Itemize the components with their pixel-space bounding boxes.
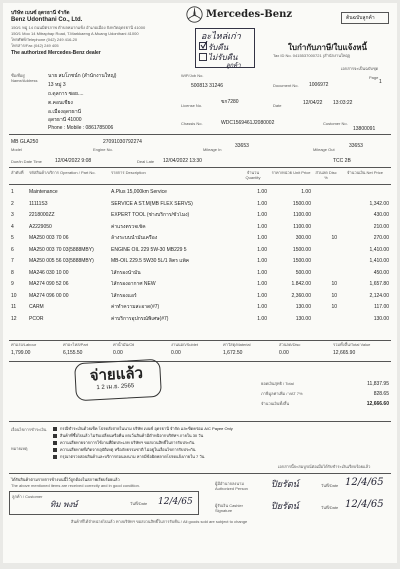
received-line: ได้รับสินค้าตามรายการข้างบนนี้ไว้ถูกต้องในสภาพเรียบร้อยแล้ว bbox=[11, 477, 120, 482]
dealer-name-th: บริษัท เบนซ์ อุดรธานี จำกัด bbox=[11, 10, 70, 16]
time-value: 13:03:22 bbox=[333, 100, 353, 106]
table-cell: 1.00 bbox=[257, 292, 267, 299]
tcc-value: TCC 2B bbox=[333, 158, 351, 164]
invoice-page bbox=[3, 3, 397, 563]
received-line-en: The above mentioned items are received correctly and in good condition. bbox=[11, 483, 140, 488]
brand-name: Mercedes-Benz bbox=[206, 9, 293, 20]
table-cell: 4 bbox=[11, 223, 14, 230]
table-cell: 1.00 bbox=[257, 235, 267, 241]
table-cell: 1.00 bbox=[257, 269, 267, 276]
bullet-icon bbox=[53, 455, 57, 459]
customer-date: 12/4/65 bbox=[158, 497, 193, 507]
wip-value: 500813 31246 bbox=[191, 83, 223, 89]
license-value: ขก7280 bbox=[221, 99, 239, 105]
notes-rule bbox=[9, 421, 391, 422]
table-cell: MA274 090 52 06 bbox=[29, 281, 69, 287]
summary-value: 12,665.90 bbox=[333, 350, 356, 356]
table-cell: ไส้กรองแอร์ bbox=[111, 292, 137, 299]
checkbox-received[interactable] bbox=[199, 42, 207, 50]
note-line bbox=[53, 440, 194, 445]
cashier-signature: ปิยรัตน์ bbox=[271, 502, 299, 512]
summary-bottom-rule bbox=[9, 361, 391, 362]
customer-no-value: 13800091 bbox=[353, 126, 376, 132]
table-cell: 1500.00 bbox=[292, 258, 311, 264]
summary-header: ค่าวัสดุ/Material bbox=[223, 342, 251, 347]
table-cell: 1.00 bbox=[257, 189, 267, 195]
customer-address-3: ต.คอนเชียง bbox=[48, 100, 73, 106]
dealer-telephone: โทรศัพท์/Telephone (042) 249 416-20 bbox=[11, 37, 78, 42]
dealer-name-en: Benz Udonthani Co., Ltd. bbox=[11, 17, 83, 23]
bullet-icon bbox=[53, 427, 57, 431]
total-label: ยอดเงินสุทธิ / Total bbox=[261, 381, 294, 386]
table-cell: MB-OIL 229.5 5W30 5L/1 ลิตร แพ็ค bbox=[111, 258, 190, 264]
license-label: License No. bbox=[181, 103, 203, 108]
table-cell: 130.00 bbox=[295, 304, 311, 310]
note-line bbox=[53, 454, 204, 459]
table-cell: ENGINE OIL 229 5W-30 MB229 5 bbox=[111, 246, 187, 253]
table-cell: Maintenance bbox=[29, 189, 58, 195]
mercedes-star-logo bbox=[186, 6, 203, 23]
bullet-icon bbox=[53, 441, 57, 445]
table-cell: 450.00 bbox=[373, 269, 389, 276]
table-header-cell: รหัสสินค้า/บริการ Operation / Part No. bbox=[29, 170, 96, 175]
note-line bbox=[53, 447, 195, 452]
customer-name: นาย สมโภชน์ก (สำนักงานใหญ่) bbox=[48, 73, 117, 79]
table-cell: 2,124.00 bbox=[369, 292, 389, 299]
table-cell: 1500.00 bbox=[292, 246, 311, 253]
table-cell: ค่าทำความสะอาด(#7) bbox=[111, 304, 160, 310]
table-cell: 210.00 bbox=[373, 223, 389, 230]
note-text: ความเสียหายจากการใช้งานที่ผิดประเภท บริษัทฯ ขอสงวนสิทธิ์ในการรับประกัน bbox=[60, 440, 195, 445]
chassis-label: Chassis No. bbox=[181, 121, 203, 126]
totals-block bbox=[3, 381, 397, 417]
table-cell: 1,657.80 bbox=[369, 281, 389, 287]
table-cell: 117.00 bbox=[374, 304, 389, 310]
total-label: ภาษีมูลค่าเพิ่ม / VAT 7% bbox=[261, 391, 303, 396]
total-value: 12,666.60 bbox=[366, 401, 389, 407]
divider bbox=[9, 134, 391, 135]
model-label: Model bbox=[11, 147, 22, 152]
old-parts-box bbox=[195, 28, 255, 68]
engine-label: Engine No. bbox=[93, 147, 113, 152]
bullet-icon bbox=[53, 448, 57, 452]
model-value: MB GLA250 bbox=[11, 139, 39, 145]
dealer-tagline: The authorized Mercedes-Benz dealer bbox=[11, 50, 101, 56]
customer-signature-box bbox=[9, 491, 199, 515]
customer-date-label: วันที่/Date bbox=[130, 501, 148, 506]
table-cell: 1.00 bbox=[257, 258, 267, 264]
summary-row bbox=[3, 342, 397, 360]
table-cell: CARM bbox=[29, 304, 44, 310]
summary-value: 1,672.50 bbox=[223, 350, 243, 356]
table-cell: 2 bbox=[11, 200, 14, 207]
table-cell: 1500.00 bbox=[292, 200, 311, 207]
table-row bbox=[3, 302, 397, 313]
table-cell: 1.00 bbox=[257, 315, 267, 322]
table-cell: EXPERT TOOL (ช่างบริการ/ชั่วโมง) bbox=[111, 212, 190, 218]
table-cell: 7 bbox=[11, 258, 14, 264]
wip-label: WIP/Job No. bbox=[181, 73, 204, 78]
summary-header: ส่วนลด/Disc bbox=[279, 342, 301, 347]
table-cell: 1.00 bbox=[257, 304, 267, 310]
customer-signature: ทิม พงษ์ bbox=[50, 500, 78, 509]
note-text: กรุณาตรวจสอบสินค้าและบริการก่อนลงนาม หากมีข้อผิดพลาดโปรดแจ้งภายใน 7 วัน bbox=[60, 454, 205, 459]
customer-address-5: อุดรธานี 41000 bbox=[48, 117, 82, 123]
table-top-rule bbox=[9, 167, 391, 168]
total-value: 828.65 bbox=[373, 391, 389, 397]
table-header-cell: ราคา/หน่วย Unit Price bbox=[271, 170, 311, 175]
table-cell: MA246 030 10 00 bbox=[29, 269, 69, 276]
document-no-value: 1006972 bbox=[309, 82, 329, 88]
table-cell: 10 bbox=[331, 235, 337, 241]
checkbox-not-received[interactable] bbox=[199, 53, 207, 61]
signature-rule bbox=[9, 473, 391, 474]
note-line bbox=[53, 433, 203, 438]
date-value: 12/04/22 bbox=[303, 100, 323, 106]
page-value: 1 bbox=[379, 79, 382, 85]
notes-list bbox=[53, 426, 353, 466]
table-cell: A.Plus 15,000km Service bbox=[111, 189, 167, 195]
customer-no-label: Customer No. bbox=[323, 121, 348, 126]
table-cell: 1.00 bbox=[301, 189, 311, 195]
table-cell: ค่าบริการอุปกรณ์พิเศษ(#7) bbox=[111, 315, 169, 322]
customer-label: ชื่อ/ที่อยู่ Name/Address bbox=[11, 73, 38, 83]
table-cell: 6 bbox=[11, 246, 14, 253]
table-row bbox=[3, 199, 397, 210]
table-row bbox=[3, 210, 397, 221]
table-cell: A2229050 bbox=[29, 223, 52, 230]
deal-label: Deal Late bbox=[137, 159, 155, 164]
table-cell: 1 bbox=[11, 189, 14, 195]
table-cell: 1.842.00 bbox=[291, 281, 311, 287]
table-cell: MA250 005 56 03(5888MBY) bbox=[29, 258, 94, 264]
dealer-fax: โทรสาร/Fax (042) 249 405 bbox=[11, 43, 59, 48]
notes-footnote: เอกสารนี้จะสมบูรณ์ต่อเมื่อได้รับชำระเงินเรียบร้อยแล้ว bbox=[278, 464, 371, 469]
table-body bbox=[3, 187, 397, 337]
customer-address-2: ถ.ดุลการ ซอย.... bbox=[48, 91, 84, 97]
table-cell: 10 bbox=[331, 292, 337, 299]
deal-value: 12/04/2022 13:30 bbox=[163, 158, 202, 164]
authorized-date: 12/4/65 bbox=[345, 477, 384, 488]
table-cell: 2,360.00 bbox=[291, 292, 311, 299]
page-label: Page bbox=[369, 75, 379, 80]
table-cell: 1.00 bbox=[257, 246, 267, 253]
table-header-cell: รายการ Description bbox=[111, 170, 146, 175]
table-cell: 10 bbox=[331, 281, 337, 287]
summary-header: รวมทั้งสิ้น/Total Value bbox=[333, 342, 371, 347]
copy-label: ต้นฉบับลูกค้า bbox=[346, 15, 375, 21]
summary-header: งานนอก/Sublet bbox=[171, 342, 198, 347]
cashier-date: 12/4/65 bbox=[345, 499, 384, 510]
table-cell: 430.00 bbox=[373, 212, 389, 218]
summary-value: 0.00 bbox=[279, 350, 289, 356]
table-cell: 1.00 bbox=[257, 212, 267, 218]
summary-value: 0.00 bbox=[113, 350, 123, 356]
customer-phone: Phone : Mobile : 0861785006 bbox=[48, 125, 114, 131]
document-title: ใบกำกับภาษี/ใบแจ้งหนี้ bbox=[288, 43, 367, 52]
customer-label: ลูกค้า / Customer bbox=[12, 494, 43, 499]
summary-header: ค่าแรง/Labour bbox=[11, 342, 37, 347]
mileage-out-value: 33653 bbox=[349, 143, 363, 149]
paid-stamp-date: 1 2 เม.ย. 2565 bbox=[96, 383, 135, 392]
table-cell: 300.00 bbox=[295, 235, 311, 241]
date-label: Date bbox=[273, 103, 282, 108]
table-header-cell: ส่วนลด Disc % bbox=[315, 170, 337, 180]
table-cell: 5 bbox=[11, 235, 14, 241]
table-cell: 11 bbox=[11, 304, 17, 310]
table-cell: 1100.00 bbox=[293, 223, 311, 230]
table-row bbox=[3, 222, 397, 233]
table-cell: 1100.00 bbox=[293, 212, 311, 218]
bullet-icon bbox=[53, 434, 57, 438]
old-parts-title: อะไหล่เก่า bbox=[201, 32, 241, 42]
due-value: 12/04/2022 9:08 bbox=[55, 158, 92, 164]
option-received: รับคืน bbox=[208, 43, 229, 52]
table-cell: 130.00 bbox=[295, 315, 311, 322]
authorized-signature: ปิยรัตน์ bbox=[271, 480, 299, 490]
footer-note: สินค้าที่ได้จำหน่ายไปแล้ว ทางบริษัทฯ ขอสงวนสิทธิ์ในการรับคืน / All goods sold are subject to change bbox=[71, 519, 248, 524]
sheet-label: เอกสารจะเป็นฉบับชุด bbox=[341, 66, 379, 71]
table-cell: 9 bbox=[11, 281, 14, 287]
table-cell: ไส้กรองน้ำมัน bbox=[111, 269, 141, 276]
customer-note: ลูกค้า bbox=[226, 62, 241, 69]
mileage-in-label: Mileage In bbox=[203, 147, 222, 152]
summary-value: 6,155.50 bbox=[63, 350, 83, 356]
summary-value: 1,799.00 bbox=[11, 350, 31, 356]
table-cell: 130.00 bbox=[373, 315, 389, 322]
engine-value: 27091030792274 bbox=[103, 139, 142, 145]
cashier-date-label: วันที่/Date bbox=[321, 505, 339, 510]
table-row bbox=[3, 291, 397, 302]
copy-label-box bbox=[341, 12, 389, 24]
table-cell: MA274 096 00 00 bbox=[29, 292, 69, 299]
table-row bbox=[3, 187, 397, 198]
chassis-value: WDC1569461J2080002 bbox=[221, 120, 275, 126]
table-header-cell: จำนวนเงิน Net Price bbox=[347, 170, 383, 175]
total-value: 11,837.95 bbox=[367, 381, 389, 387]
table-cell: 10 bbox=[331, 304, 337, 310]
mileage-in-value: 33653 bbox=[235, 143, 249, 149]
table-cell: 1.00 bbox=[257, 200, 267, 207]
table-cell: 3 bbox=[11, 212, 14, 218]
payment-terms-label: เงื่อนไขการชำระเงิน bbox=[11, 427, 47, 432]
table-cell: PCOR bbox=[29, 315, 44, 322]
remarks-label: หมายเหตุ bbox=[11, 446, 28, 451]
table-cell: 1,342.00 bbox=[369, 200, 389, 207]
table-cell: MA250 003 70 06 bbox=[29, 235, 69, 241]
table-cell: 10 bbox=[11, 292, 17, 299]
table-cell: 270.00 bbox=[373, 235, 389, 241]
table-cell: 1.00 bbox=[257, 281, 267, 287]
table-header-cell: ลำดับที่ bbox=[11, 170, 24, 175]
table-cell: 11111S3 bbox=[29, 200, 48, 207]
table-cell: 12 bbox=[11, 315, 17, 322]
table-cell: 1,410.00 bbox=[369, 246, 389, 253]
cashier-label: ผู้รับเงิน Cashier Signature bbox=[215, 503, 243, 513]
summary-header: ค่าอะไหล่/Part bbox=[63, 342, 89, 347]
table-row bbox=[3, 268, 397, 279]
table-cell: MA250 003 70 03(5888MBY) bbox=[29, 246, 94, 253]
note-text: ความเสียหายที่เกิดจากอุบัติเหตุ หรือภัยธรรมชาติ ไม่อยู่ในเงื่อนไขการรับประกัน bbox=[60, 447, 196, 452]
table-header-cell: จำนวน Quantity bbox=[245, 170, 261, 180]
table-row bbox=[3, 245, 397, 256]
summary-top-rule bbox=[9, 340, 391, 341]
table-cell: 2218000ZZ bbox=[29, 212, 55, 218]
table-cell: 1,410.00 bbox=[369, 258, 389, 264]
authorized-date-label: วันที่/Date bbox=[321, 483, 339, 488]
table-cell: ค่าแรงตรวจเช็ค bbox=[111, 223, 146, 230]
table-cell: ไส้กรองอากาศ NEW bbox=[111, 281, 156, 287]
summary-value: 0.00 bbox=[171, 350, 181, 356]
table-cell: 8 bbox=[11, 269, 14, 276]
table-row bbox=[3, 279, 397, 290]
total-label: จำนวนเงินทั้งสิ้น bbox=[261, 401, 290, 406]
table-header-rule bbox=[9, 184, 391, 185]
dealer-address-en: 150/1 Moo 14 Mitraphap Road, T.Markkaeng A.Muang Udonthani 41000 bbox=[11, 31, 139, 36]
customer-address-1: 13 หมู่ 3 bbox=[48, 82, 66, 88]
due-label: Due/in Date Time bbox=[11, 159, 42, 164]
authorized-label: ผู้มีอำนาจลงนาม Authorized Person bbox=[215, 481, 248, 491]
mileage-out-label: Mileage Out bbox=[313, 147, 335, 152]
dealer-address-th: 150/1 หมู่ 14 ถนนมิตรภาพ ตำบลหมากแข้ง อำเภอเมือง จังหวัดอุดรธานี 41000 bbox=[11, 25, 146, 30]
table-cell: 1.00 bbox=[257, 223, 267, 230]
document-no-label: Document No. bbox=[273, 83, 299, 88]
paid-stamp-word: จ่ายแล้ว bbox=[89, 364, 144, 385]
table-cell: SERVICE A ST.M(MB FLEX SERVS) bbox=[111, 200, 193, 207]
note-text: กรณีชำระเงินด้วยเช็ค โปรดสั่งจ่ายในนาม บริษัท เบนซ์ อุดรธานี จำกัด และขีดคร่อม A/C Payee Only bbox=[60, 426, 233, 431]
table-cell: ล้างระบบน้ำมันเครื่อง bbox=[111, 235, 158, 241]
table-header bbox=[3, 169, 397, 183]
summary-header: ค่าน้ำมัน/Oil bbox=[113, 342, 135, 347]
table-row bbox=[3, 233, 397, 244]
customer-address-4: อ.เมืองอุดรธานี bbox=[48, 109, 82, 115]
note-text: สินค้าที่ซื้อไปแล้ว ไม่รับเปลี่ยนหรือคืน ยกเว้นสินค้ามีตำหนิจากบริษัทฯ ภายใน 30 วัน bbox=[60, 433, 204, 438]
note-line bbox=[53, 426, 233, 431]
option-not-received: ไม่รับคืน bbox=[208, 53, 238, 62]
table-row bbox=[3, 314, 397, 325]
table-row bbox=[3, 256, 397, 267]
table-cell: 500.00 bbox=[295, 269, 311, 276]
tax-id: Tax ID No. 0415537000721 (สำนักงานใหญ่) bbox=[273, 53, 351, 58]
